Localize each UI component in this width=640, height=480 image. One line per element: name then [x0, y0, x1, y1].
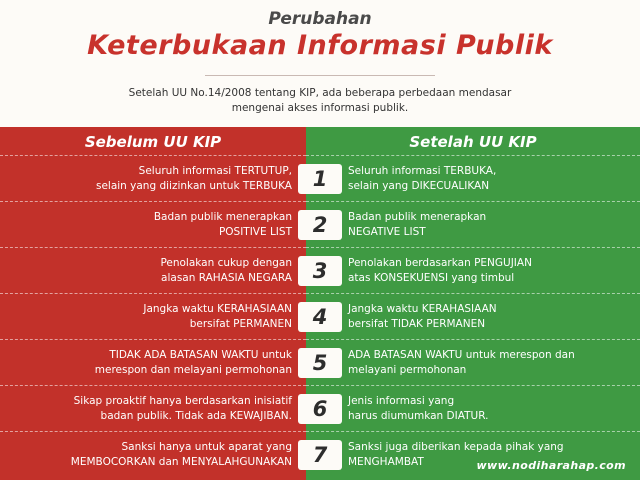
comparison-row: [0, 294, 640, 340]
before-text-line: Sikap proaktif hanya berdasarkan inisiatif: [73, 395, 292, 407]
after-text-line: ADA BATASAN WAKTU untuk merespon dan: [348, 349, 575, 361]
before-text-line: Jangka waktu KERAHASIAAN: [143, 303, 292, 315]
after-text-line: melayani permohonan: [348, 364, 467, 376]
after-text-line: Penolakan berdasarkan PENGUJIAN: [348, 257, 532, 269]
before-cell: [20, 294, 292, 340]
before-heading: Sebelum UU KIP: [84, 133, 222, 151]
after-text-line: NEGATIVE LIST: [348, 226, 426, 238]
comparison-row: [0, 248, 640, 294]
after-heading: Setelah UU KIP: [409, 133, 537, 151]
before-text-line: MEMBOCORKAN dan MENYALAHGUNAKAN: [70, 456, 292, 468]
comparison-row: [0, 340, 640, 386]
before-text-line: Badan publik menerapkan: [153, 211, 292, 223]
comparison-row: [0, 156, 640, 202]
before-text-line: Penolakan cukup dengan: [160, 257, 292, 269]
after-cell: [348, 156, 633, 202]
after-text-line: Jangka waktu KERAHASIAAN: [348, 303, 497, 315]
after-text-line: atas KONSEKUENSI yang timbul: [348, 272, 515, 284]
row-number-badge: 5: [298, 348, 342, 378]
before-cell: [20, 156, 292, 202]
intro-text: Setelah UU No.14/2008 tentang KIP, ada beberapa perbedaan mendasar mengenai akses informasi publik.: [128, 87, 512, 114]
row-number-badge: 4: [298, 302, 342, 332]
page-title: Keterbukaan Informasi Publik: [87, 30, 553, 61]
before-text-line: selain yang diizinkan untuk TERBUKA: [95, 180, 292, 192]
after-text-line: harus diumumkan DIATUR.: [348, 410, 489, 422]
before-cell: [20, 386, 292, 432]
after-text-line: bersifat TIDAK PERMANEN: [348, 318, 486, 330]
before-text-line: POSITIVE LIST: [218, 226, 292, 238]
comparison-row: [0, 386, 640, 432]
after-cell: [348, 386, 633, 432]
row-number-badge: 1: [298, 164, 342, 194]
row-number-badge: 7: [298, 440, 342, 470]
before-text-line: badan publik. Tidak ada KEWAJIBAN.: [100, 410, 292, 422]
header: [0, 0, 640, 127]
row-number-badge: 3: [298, 256, 342, 286]
before-cell: [20, 340, 292, 386]
title-rule: [205, 75, 435, 76]
before-cell: [20, 202, 292, 248]
after-text-line: Badan publik menerapkan: [348, 211, 487, 223]
before-cell: [20, 432, 292, 478]
row-number-badge: 2: [298, 210, 342, 240]
before-text-line: bersifat PERMANEN: [189, 318, 292, 330]
before-text-line: alasan RAHASIA NEGARA: [161, 272, 292, 284]
after-text-line: Seluruh informasi TERBUKA,: [348, 165, 497, 177]
before-text-line: merespon dan melayani permohonan: [94, 364, 292, 376]
after-cell: [348, 294, 633, 340]
before-text-line: Seluruh informasi TERTUTUP,: [138, 165, 292, 177]
before-text-line: Sanksi hanya untuk aparat yang: [121, 441, 292, 453]
after-cell: [348, 248, 633, 294]
website-credit: www.nodiharahap.com: [476, 459, 626, 472]
after-text-line: selain yang DIKECUALIKAN: [348, 180, 490, 192]
before-cell: [20, 248, 292, 294]
after-text-line: MENGHAMBAT: [348, 456, 424, 468]
after-cell: [348, 340, 633, 386]
comparison-row: [0, 202, 640, 248]
after-text-line: Jenis informasi yang: [348, 395, 455, 407]
after-cell: [348, 202, 633, 248]
row-number-badge: 6: [298, 394, 342, 424]
before-text-line: TIDAK ADA BATASAN WAKTU untuk: [109, 349, 292, 361]
after-text-line: Sanksi juga diberikan kepada pihak yang: [348, 441, 564, 453]
pretitle: Perubahan: [268, 9, 372, 29]
